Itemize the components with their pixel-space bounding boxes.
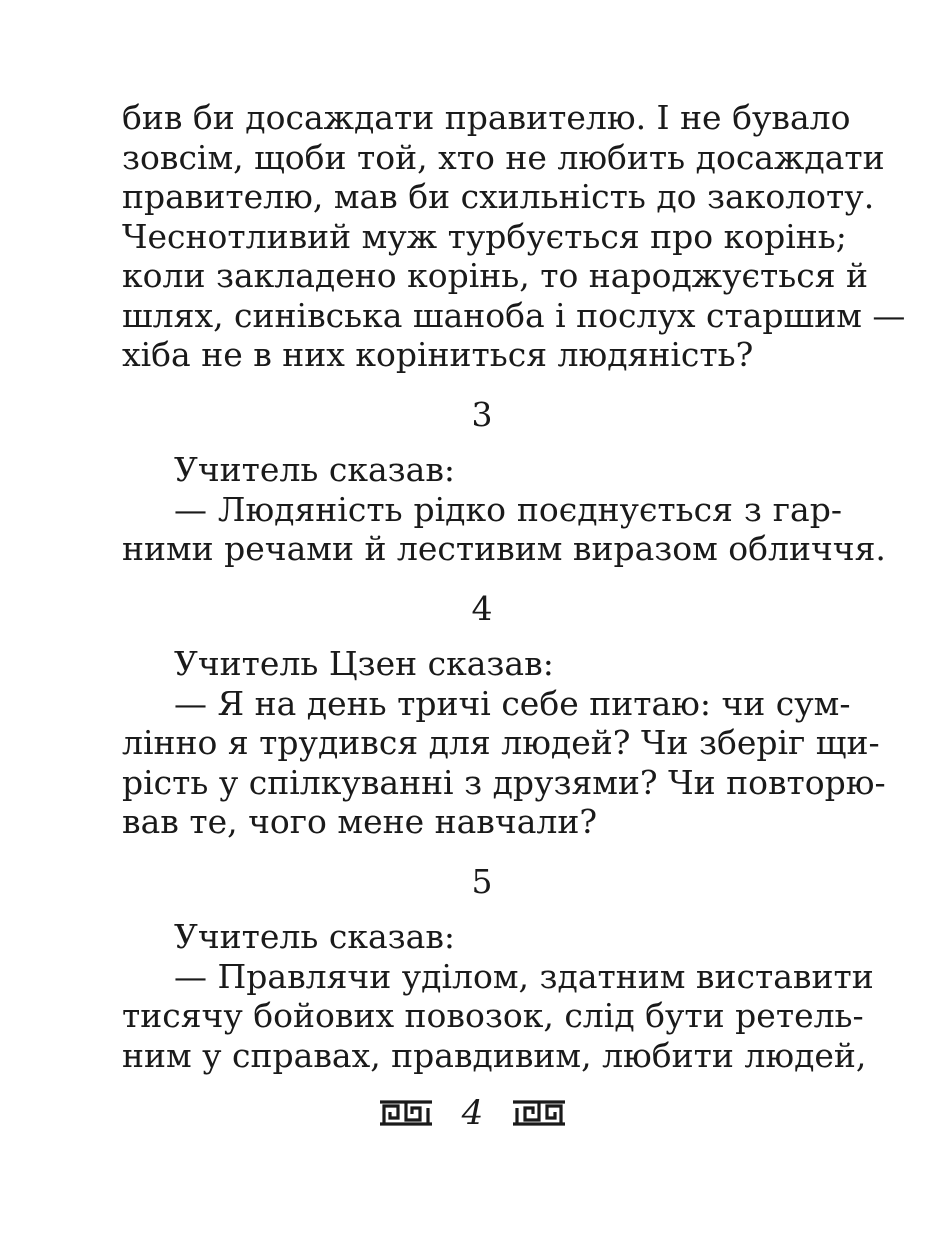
text-line: зовсім, щоби той, хто не любить досаждати <box>122 137 885 177</box>
section-number: 4 <box>471 588 493 628</box>
section-number: 3 <box>471 394 493 434</box>
text-line: лінно я трудився для людей? Чи зберіг щи- <box>122 723 880 762</box>
text-line: правителю, мав би схильність до заколоту. <box>122 177 875 216</box>
text-line: ними речами й лестивим виразом обличчя. <box>122 529 886 568</box>
greek-key-ornament-icon <box>511 1096 567 1130</box>
speaker-line: Учитель сказав: <box>174 450 456 489</box>
text-line: вав те, чого мене навчали? <box>122 802 598 841</box>
text-line: — Людяність рідко поєднується з гар- <box>174 489 842 529</box>
speaker-line: Учитель сказав: <box>174 917 456 956</box>
text-line: ним у справах, правдивим, любити людей, <box>122 1035 867 1075</box>
text-line: — Я на день тричі себе питаю: чи сум- <box>174 683 851 723</box>
text-line: Чеснотливий муж турбується про корінь; <box>122 216 847 256</box>
speaker-line: Учитель Цзен сказав: <box>174 644 554 683</box>
section-number: 5 <box>471 861 493 901</box>
text-line: — Правлячи уділом, здатним виставити <box>174 956 874 996</box>
greek-key-ornament-icon <box>378 1096 434 1130</box>
text-line: коли закладено корінь, то народжується й <box>122 256 869 295</box>
page-footer <box>0 1088 945 1138</box>
text-line: рість у спілкуванні з друзями? Чи повторю- <box>122 762 886 802</box>
text-line: тисячу бойових повозок, слід бути ретель- <box>122 996 864 1035</box>
text-line: бив би досаждати правителю. І не бувало <box>122 98 851 137</box>
page-number: 4 <box>461 1093 484 1133</box>
text-line: шлях, синівська шаноба і послух старшим — <box>122 295 906 335</box>
page-text <box>122 98 906 1075</box>
text-line: хіба не в них коріниться людяність? <box>122 335 754 374</box>
